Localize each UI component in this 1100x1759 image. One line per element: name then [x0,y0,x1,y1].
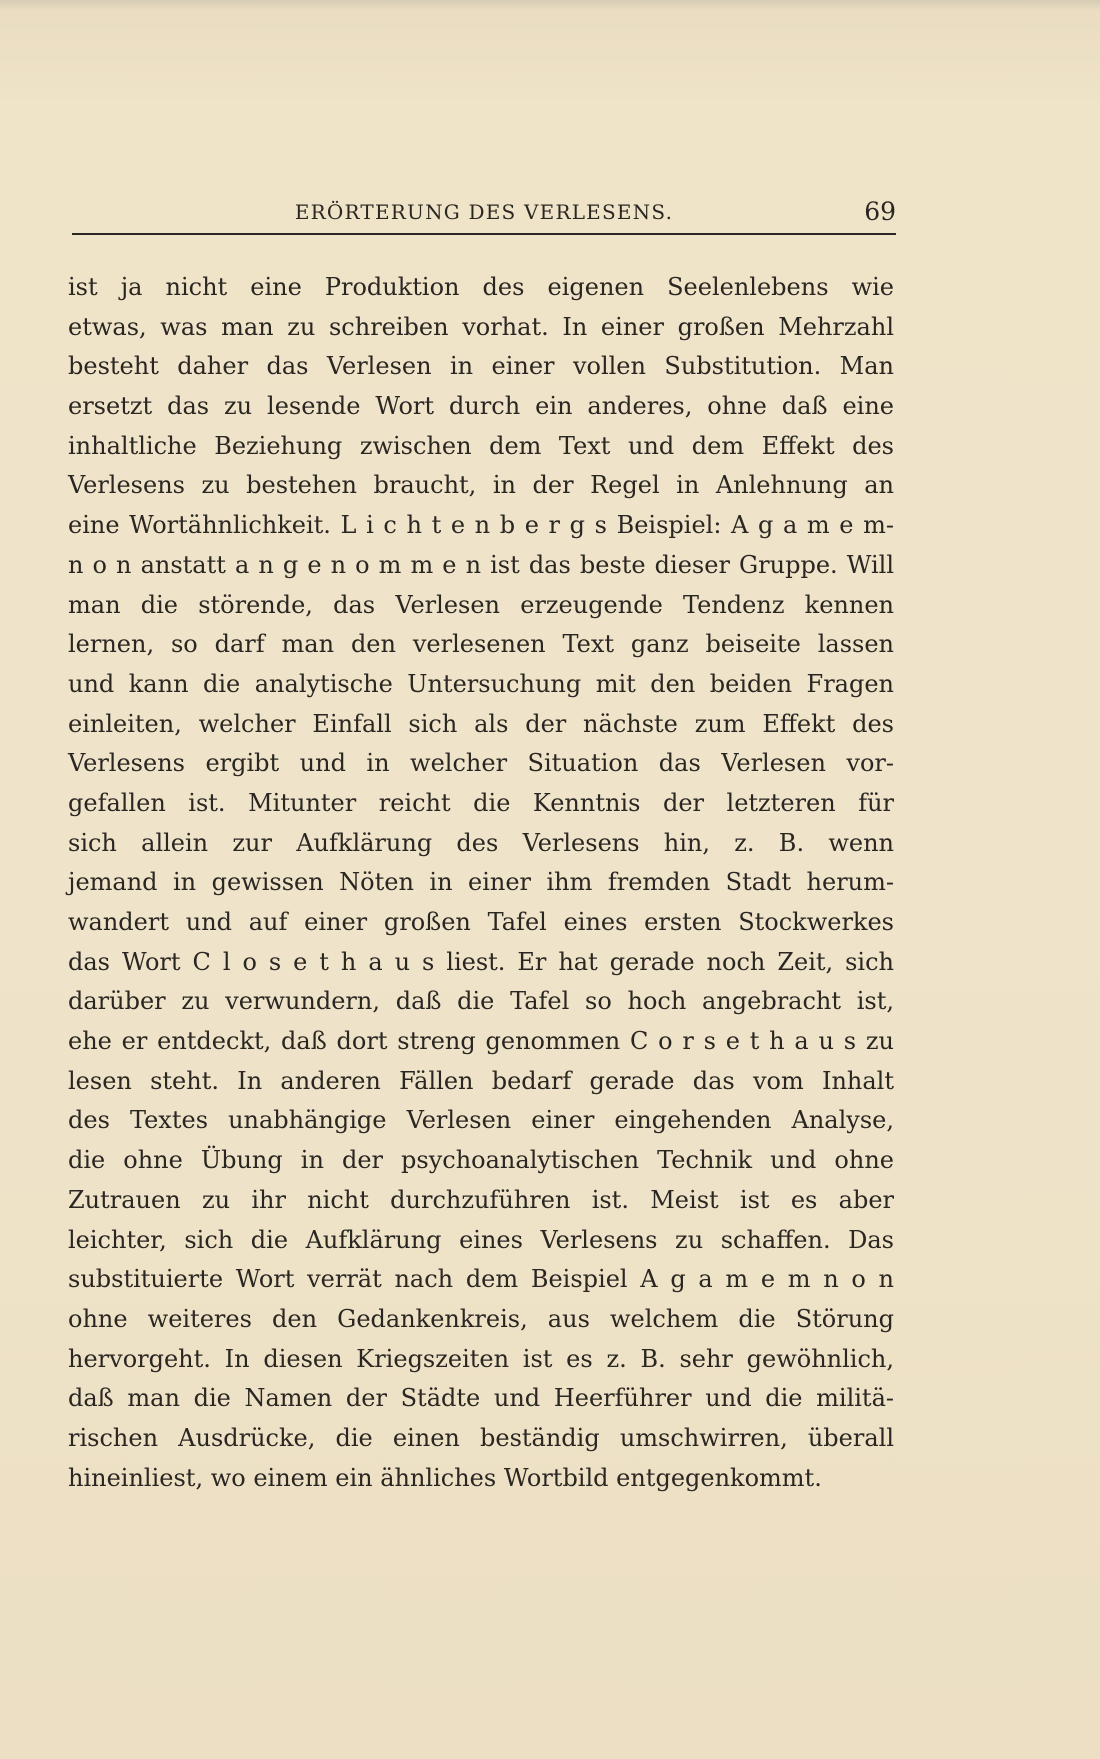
text-line: die ohne Übung in der psychoanalytischen Technik und ohne [68,1146,894,1175]
text-line: das Wort C l o s e t h a u s liest. Er hat gerade noch Zeit, sich [68,947,894,976]
text-line: sich allein zur Aufklärung des Verlesens hin, z. B. wenn [68,828,894,857]
page-top-edge [0,0,1100,10]
text-line: daß man die Namen der Städte und Heerführer und die militä- [68,1384,894,1413]
text-line: und kann die analytische Untersuchung mit den beiden Fragen [68,669,894,698]
body-text [68,268,894,1498]
text-line: besteht daher das Verlesen in einer vollen Substitution. Man [68,352,894,381]
text-line: ohne weiteres den Gedankenkreis, aus welchem die Störung [68,1304,894,1333]
text-line: hineinliest, wo einem ein ähnliches Wortbild entgegenkommt. [68,1463,822,1492]
text-line: darüber zu verwundern, daß die Tafel so hoch angebracht ist, [68,987,894,1016]
text-line: Verlesens zu bestehen braucht, in der Regel in Anlehnung an [68,471,894,500]
text-line: ehe er entdeckt, daß dort streng genommen C o r s e t h a u s zu [68,1027,894,1056]
text-line: Zutrauen zu ihr nicht durchzuführen ist. Meist ist es aber [68,1185,894,1214]
running-head: ERÖRTERUNG DES VERLESENS. [294,200,674,224]
text-line: substituierte Wort verrät nach dem Beispiel A g a m e m n o n [68,1265,894,1294]
text-line: n o n anstatt a n g e n o m m e n ist das beste dieser Gruppe. Will [68,550,894,579]
text-line: ist ja nicht eine Produktion des eigenen Seelenlebens wie [68,273,894,301]
text-line: etwas, was man zu schreiben vorhat. In einer großen Mehrzahl [68,312,894,341]
text-line: rischen Ausdrücke, die einen beständig umschwirren, überall [68,1423,894,1452]
text-line: leichter, sich die Aufklärung eines Verlesens zu schaffen. Das [68,1225,894,1254]
text-line: hervorgeht. In diesen Kriegszeiten ist es z. B. sehr gewöhnlich, [68,1344,894,1373]
text-line: jemand in gewissen Nöten in einer ihm fremden Stadt herum- [68,868,894,897]
page-header [72,198,896,234]
text-line: inhaltliche Beziehung zwischen dem Text und dem Effekt des [68,431,894,460]
text-line: lernen, so darf man den verlesenen Text ganz beiseite lassen [68,630,894,659]
text-line: ersetzt das zu lesende Wort durch ein anderes, ohne daß eine [68,392,894,421]
text-line: eine Wortähnlichkeit. L i c h t e n b e r g s Beispiel: A g a m e m- [68,511,894,540]
text-line: lesen steht. In anderen Fällen bedarf gerade das vom Inhalt [68,1066,894,1095]
page-number: 69 [864,197,896,226]
text-line: Verlesens ergibt und in welcher Situation das Verlesen vor- [68,749,894,778]
header-rule [72,233,896,235]
text-line: des Textes unabhängige Verlesen einer eingehenden Analyse, [68,1106,894,1135]
text-line: wandert und auf einer großen Tafel eines ersten Stockwerkes [68,908,894,936]
text-line: man die störende, das Verlesen erzeugende Tendenz kennen [68,590,894,619]
text-line: gefallen ist. Mitunter reicht die Kenntnis der letzteren für [68,788,894,817]
text-line: einleiten, welcher Einfall sich als der nächste zum Effekt des [68,709,894,738]
